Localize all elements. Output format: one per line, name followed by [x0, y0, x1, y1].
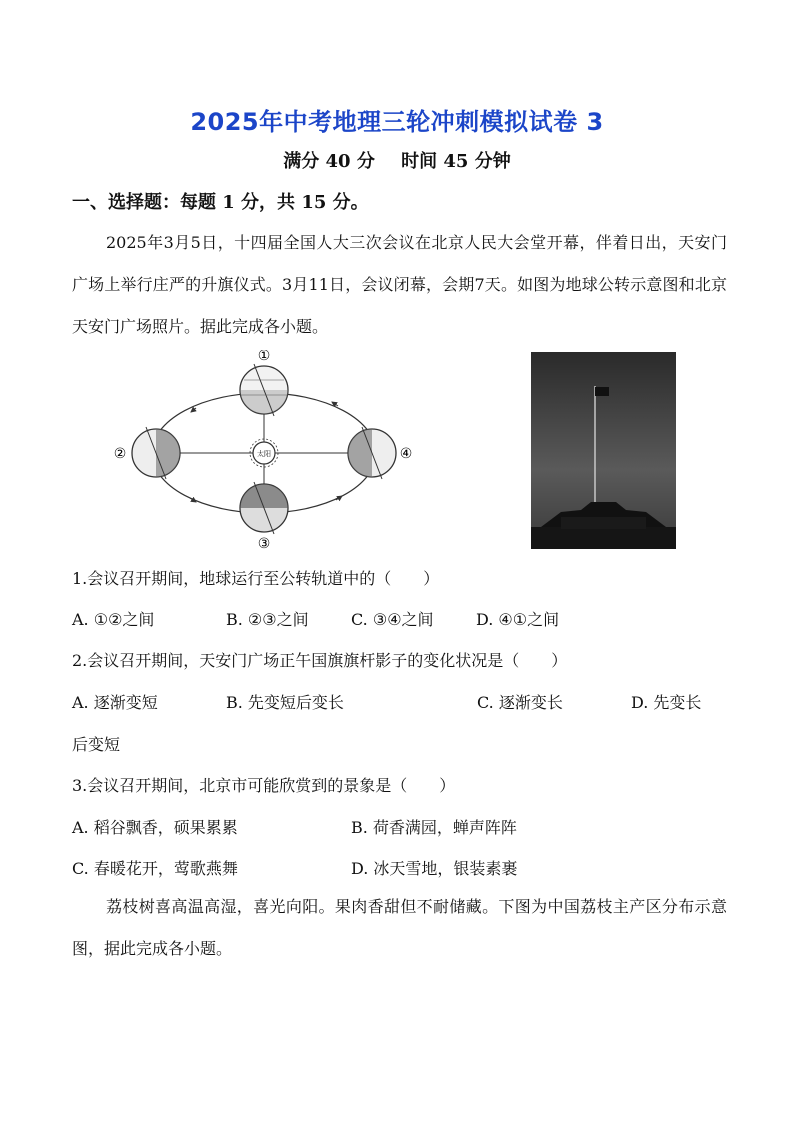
orbit-svg [104, 350, 424, 550]
orbit-arrow [191, 408, 196, 412]
question-1-option-c[interactable]: C. ③④之间 [351, 610, 434, 629]
question-3-option-b[interactable]: B. 荷香满园，蝉声阵阵 [351, 818, 517, 837]
exam-subtitle [0, 147, 794, 173]
earth-position-1 [240, 364, 288, 416]
question-2-option-b[interactable]: B. 先变短后变长 [226, 693, 344, 712]
photo-svg [531, 352, 676, 549]
question-2-option-d[interactable]: D. 先变长 [631, 693, 702, 712]
orbit-label-3: ③ [257, 536, 271, 550]
question-1-option-b[interactable]: B. ②③之间 [226, 610, 309, 629]
question-3-option-d[interactable]: D. 冰天雪地，银装素裹 [351, 859, 518, 878]
sun-label: 太阳 [257, 450, 271, 458]
section-heading: 一、选择题：每题 1 分，共 15 分。 [72, 192, 369, 213]
question-1-stem: 1.会议召开期间，地球运行至公转轨道中的（ ） [72, 569, 440, 588]
question-2-option-c[interactable]: C. 逐渐变长 [477, 693, 563, 712]
passage-2: 荔枝树喜高温高湿，喜光向阳。果肉香甜但不耐储藏。下图为中国荔枝主产区分布示意图，据此完成各小题。 [72, 897, 727, 958]
flag-icon [595, 387, 609, 396]
orbit-label-1: ① [257, 350, 271, 364]
question-3-stem: 3.会议召开期间，北京市可能欣赏到的景象是（ ） [72, 776, 456, 795]
question-3-option-c[interactable]: C. 春暖花开，莺歌燕舞 [72, 859, 238, 878]
sun-icon [250, 439, 278, 467]
full-score-text: 满分 40 分 [283, 151, 375, 172]
question-2-stem: 2.会议召开期间，天安门广场正午国旗旗杆影子的变化状况是（ ） [72, 651, 568, 670]
time-limit-text: 时间 45 分钟 [401, 151, 511, 172]
earth-position-2 [132, 427, 180, 479]
earth-orbit-diagram [104, 350, 424, 550]
tiananmen-photo [531, 352, 676, 549]
exam-title: 2025年中考地理三轮冲刺模拟试卷 3 [190, 108, 604, 136]
question-3-option-a[interactable]: A. 稻谷飘香，硕果累累 [72, 818, 238, 837]
question-1-option-a[interactable]: A. ①②之间 [72, 610, 155, 629]
earth-position-4 [348, 427, 396, 479]
orbit-label-4: ④ [399, 446, 413, 462]
orbit-label-2: ② [113, 446, 127, 462]
question-2-option-d-wrap: 后变短 [72, 735, 121, 754]
earth-position-3 [240, 482, 288, 534]
question-2-option-a[interactable]: A. 逐渐变短 [72, 693, 158, 712]
passage-1: 2025年3月5日，十四届全国人大三次会议在北京人民大会堂开幕，伴着日出，天安门广场上举行庄严的升旗仪式。3月11日，会议闭幕，会期7天。如图为地球公转示意图和北京天安门广场照片。据此完成各小题。 [72, 233, 727, 336]
question-1-option-d[interactable]: D. ④①之间 [476, 610, 560, 629]
